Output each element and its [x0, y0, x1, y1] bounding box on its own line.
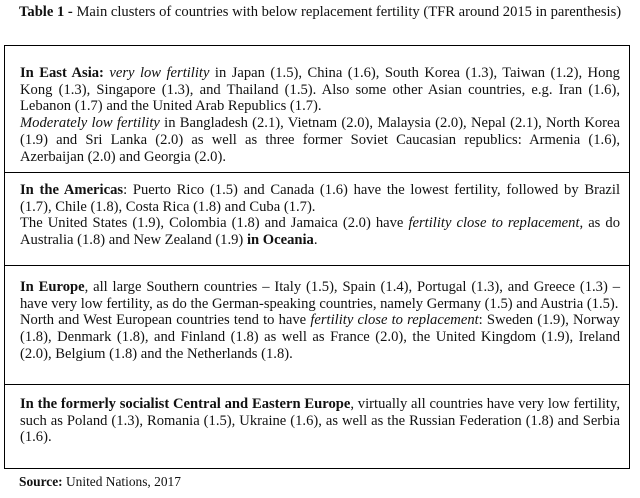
table-cell [20, 65, 620, 165]
americas-text-2b: , as do Australia (1.8) and New Zealand (1.9) [20, 215, 620, 249]
americas-paragraph-2 [20, 215, 620, 248]
east-asia-paragraph-2 [20, 115, 620, 165]
europe-text-2a: North and West European countries tend to have [20, 312, 311, 329]
americas-text-2c: . [313, 232, 318, 249]
source-note [19, 474, 181, 490]
fertility-close-label: fertility close to replacement [310, 312, 479, 329]
table-cell [20, 279, 620, 363]
table-row-eastern-europe [5, 384, 629, 470]
table-caption [19, 3, 631, 21]
moderately-low-fertility-label: Moderately low fertility [20, 115, 160, 132]
europe-text-2b: : Sweden (1.9), Norway (1.8), Denmark (1.8), and Finland (1.8) as well as France (2.0), the United Kingdom (1.9), Ireland (2.0), Belgium (1.8) and the Netherlands (1.8). [20, 312, 621, 362]
east-asia-text-1: in Japan (1.5), China (1.6), South Korea (1.3), Taiwan (1.2), Hong Kong (1.3), Singapore (1.3), and Thailand (1.5). Also some other Asian countries, e.g. Iran (1.6), Lebanon (1.7) and the United Arab Republics (1.7). [20, 65, 620, 115]
east-asia-text-2: in Bangladesh (2.1), Vietnam (2.0), Malaysia (2.0), Nepal (2.1), North Korea (1.9) and Sri Lanka (2.0) as well as three former Soviet Caucasian republics: Armenia (1.6), Azerbaijan (2.0) and Georgia (2.0). [20, 115, 620, 165]
very-low-fertility-label: very low fertility [109, 65, 210, 81]
caption-text: Main clusters of countries with below replacement fertility (TFR around 2015 in parenthesis) [72, 4, 622, 20]
eastern-europe-heading: In the formerly socialist Central and Eastern Europe [20, 396, 351, 412]
table-cell [20, 396, 620, 446]
eastern-europe-text: , virtually all countries have very low fertility, such as Poland (1.3), Romania (1.5), Ukraine (1.6), as well as the Russian Federation (1.8) and Serbia (1.6). [20, 396, 620, 446]
caption-label: Table 1 - [19, 4, 73, 20]
oceania-label: in Oceania [246, 232, 314, 249]
europe-heading: In Europe [20, 279, 85, 295]
clusters-table [4, 45, 630, 469]
table-cell [20, 182, 620, 249]
source-text: United Nations, 2017 [62, 474, 181, 489]
table-row-east-asia [5, 46, 629, 171]
europe-paragraph-1 [20, 279, 620, 312]
east-asia-heading: In East Asia: [20, 65, 104, 81]
americas-heading: In the Americas [20, 182, 124, 198]
eastern-europe-paragraph [20, 396, 620, 446]
table-row-americas [5, 172, 629, 265]
east-asia-paragraph-1 [20, 65, 620, 115]
americas-text-2a: The United States (1.9), Colombia (1.8) and Jamaica (2.0) have [20, 215, 409, 232]
source-label: Source: [19, 474, 63, 489]
europe-text-1: , all large Southern countries – Italy (1.5), Spain (1.4), Portugal (1.3), and Greece (1.3) – have very low fertility, as do the German-speaking countries, namely Germany (1.5) and Austria (1.5). [20, 279, 620, 312]
fertility-close-label: fertility close to replacement [408, 215, 580, 232]
europe-paragraph-2 [20, 312, 620, 362]
americas-text-1: : Puerto Rico (1.5) and Canada (1.6) have the lowest fertility, followed by Brazil (1.7), Chile (1.8), Costa Rica (1.8) and Cuba (1.7). [20, 182, 621, 215]
table-row-europe [5, 265, 629, 384]
americas-paragraph-1 [20, 182, 620, 215]
